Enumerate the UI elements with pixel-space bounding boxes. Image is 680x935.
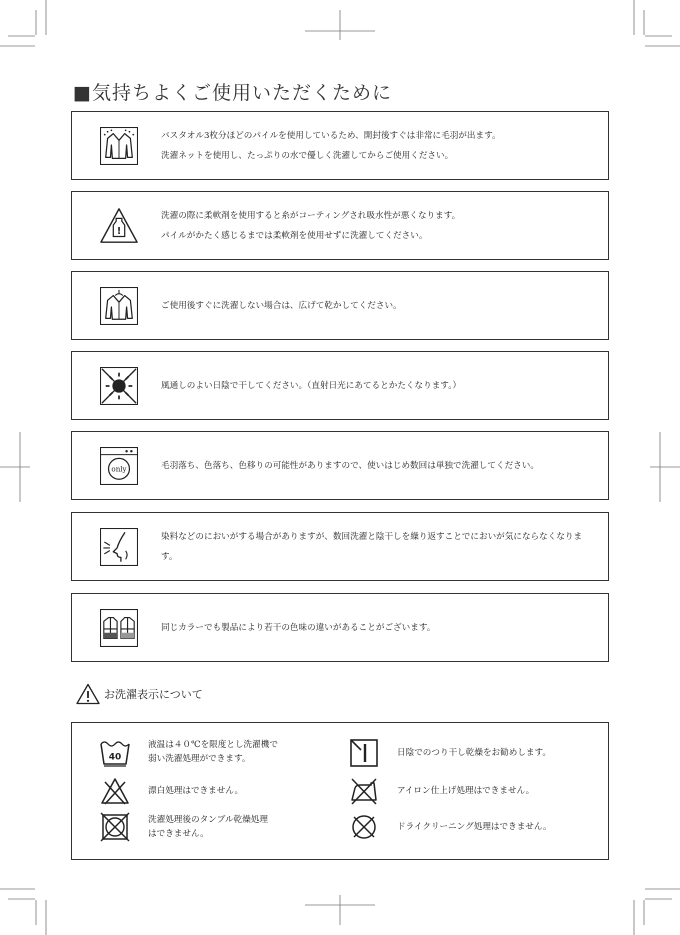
care-item (349, 776, 534, 806)
no-iron-icon (349, 776, 379, 806)
bathrobe-fluff-icon (100, 127, 138, 165)
care-item-text: 液温は４０℃を限度とし洗濯機で 弱い洗濯処理ができます。 (148, 740, 278, 764)
bathrobe-hanging-icon (100, 287, 138, 325)
care-item (100, 776, 243, 806)
notice-text: ご使用後すぐに洗濯しない場合は、広げて乾かしてください。 (161, 300, 402, 311)
care-item (100, 812, 268, 842)
wash-separately-icon (100, 447, 138, 485)
softener-warning-icon (100, 207, 138, 245)
notice-box (71, 431, 609, 500)
svg-text:!: ! (116, 226, 122, 238)
notice-text: 同じカラーでも製品により若干の色味の違いがあることがございます。 (161, 622, 436, 633)
notice-text: 染料などのにおいがする場合がありますが、数回洗濯と陰干しを繰り返すことでにおいが気にならなくなります。 (161, 531, 583, 562)
care-heading-label: お洗濯表示について (104, 688, 203, 701)
care-item-text: 日陰でのつり干し乾燥をお勧めします。 (397, 748, 552, 758)
line-dry-shade-icon (349, 738, 379, 768)
warning-icon (76, 683, 100, 705)
care-item (349, 812, 552, 842)
care-item (100, 737, 278, 767)
wash-40-icon (100, 737, 130, 767)
care-symbols-box (71, 722, 609, 860)
care-item-text: ドライクリーニング処理はできません。 (397, 822, 552, 832)
care-item-text: アイロン仕上げ処理はできません。 (397, 786, 535, 796)
page-title: ■気持ちよくご使用いただくために (73, 82, 392, 104)
svg-text:only: only (111, 464, 127, 474)
notice-box (71, 271, 609, 340)
no-bleach-icon (100, 776, 130, 806)
notice-box (71, 351, 609, 420)
odor-icon (100, 528, 138, 566)
notice-text: 毛羽落ち、色落ち、色移りの可能性がありますので、使いはじめ数回は単独で洗濯してください。 (161, 460, 539, 471)
care-heading (76, 683, 203, 705)
care-item-text: 漂白処理はできません。 (148, 786, 244, 796)
color-variation-icon (100, 609, 138, 647)
notice-text: バスタオル3枚分ほどのパイルを使用しているため、開封後すぐは非常に毛羽が出ます。 洗濯ネットを使用し、たっぷりの水で優しく洗濯してからご使用ください。 (161, 130, 501, 161)
notice-text: 風通しのよい日陰で干してください。（直射日光にあてるとかたくなります。） (161, 380, 462, 391)
care-item (349, 738, 551, 768)
notice-box (71, 593, 609, 662)
notice-box (71, 191, 609, 260)
no-direct-sunlight-icon (100, 367, 138, 405)
care-item-text: 洗濯処理後のタンブル乾燥処理 はできません。 (148, 815, 268, 839)
svg-text:40: 40 (108, 752, 122, 763)
notice-box (71, 111, 609, 180)
notice-text: 洗濯の際に柔軟剤を使用すると糸がコーティングされ吸水性が悪くなります。 パイルがかたく感じるまでは柔軟剤を使用せずに洗濯してください。 (161, 210, 461, 241)
no-dry-clean-icon (349, 812, 379, 842)
notice-box (71, 512, 609, 581)
no-tumble-dry-icon (100, 812, 130, 842)
